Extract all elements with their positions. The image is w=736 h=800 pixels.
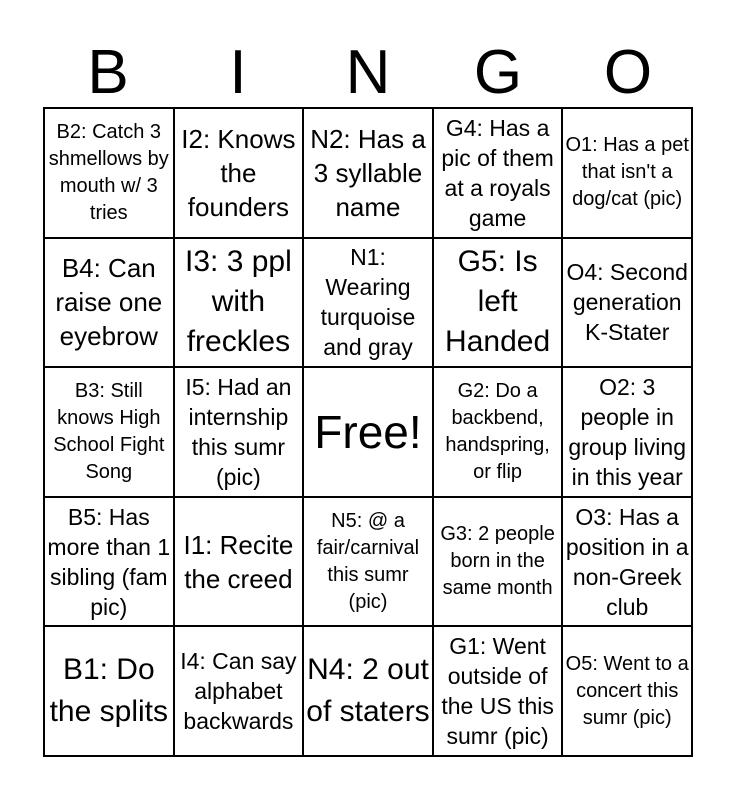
bingo-cell[interactable] <box>174 367 304 497</box>
cell-text: I2: Knows the founders <box>181 123 296 222</box>
free-cell[interactable] <box>303 367 433 497</box>
cell-text: G4: Has a pic of them at a royals game <box>441 114 554 231</box>
bingo-cell[interactable] <box>433 367 563 497</box>
cell-text: G3: 2 people born in the same month <box>440 523 555 600</box>
bingo-cell[interactable] <box>562 626 692 756</box>
bingo-cell[interactable] <box>433 626 563 756</box>
cell-text: O2: 3 people in group living in this year <box>568 373 687 490</box>
header-letter-i: I <box>229 38 247 107</box>
header-letter-n: N <box>345 38 391 107</box>
bingo-cell[interactable] <box>433 108 563 238</box>
cell-text: I4: Can say alphabet backwards <box>180 648 297 735</box>
cell-text: I3: 3 ppl with freckles <box>185 245 292 359</box>
header-letter-b: B <box>87 38 129 107</box>
bingo-cell[interactable] <box>433 238 563 368</box>
bingo-cell[interactable] <box>174 497 304 627</box>
cell-text: B3: Still knows High School Fight Song <box>53 379 165 483</box>
bingo-cell[interactable] <box>562 238 692 368</box>
bingo-header <box>43 38 693 108</box>
bingo-cell[interactable] <box>174 108 304 238</box>
free-text: Free! <box>314 405 422 458</box>
bingo-cell[interactable] <box>303 497 433 627</box>
cell-text: O1: Has a pet that isn't a dog/cat (pic) <box>565 134 689 211</box>
header-letter-o: O <box>603 38 653 107</box>
bingo-cell[interactable] <box>44 108 174 238</box>
cell-text: O3: Has a position in a non-Greek club <box>565 503 689 620</box>
bingo-cell[interactable] <box>303 238 433 368</box>
cell-text: G5: Is left Handed <box>445 245 551 359</box>
cell-text: N2: Has a 3 syllable name <box>310 123 426 222</box>
cell-text: I1: Recite the creed <box>183 529 294 594</box>
bingo-cell[interactable] <box>44 238 174 368</box>
cell-text: N4: 2 out of staters <box>306 653 430 729</box>
cell-text: G2: Do a backbend, handspring, or flip <box>445 379 550 483</box>
bingo-cell[interactable] <box>562 367 692 497</box>
bingo-cell[interactable] <box>174 238 304 368</box>
cell-text: B2: Catch 3 shmellows by mouth w/ 3 tries <box>48 120 169 224</box>
cell-text: O5: Went to a concert this sumr (pic) <box>565 652 689 729</box>
header-letter-g: G <box>473 38 523 107</box>
bingo-cell[interactable] <box>303 626 433 756</box>
cell-text: I5: Had an internship this sumr (pic) <box>185 373 292 490</box>
bingo-cell[interactable] <box>44 367 174 497</box>
cell-text: N1: Wearing turquoise and gray <box>320 244 416 361</box>
cell-text: N5: @ a fair/carnival this sumr (pic) <box>316 509 420 613</box>
bingo-cell[interactable] <box>562 108 692 238</box>
cell-text: B4: Can raise one eyebrow <box>55 253 163 352</box>
bingo-cell[interactable] <box>44 497 174 627</box>
bingo-grid <box>43 107 693 757</box>
bingo-cell[interactable] <box>174 626 304 756</box>
bingo-cell[interactable] <box>562 497 692 627</box>
cell-text: G1: Went outside of the US this sumr (pic) <box>441 633 554 750</box>
cell-text: B5: Has more than 1 sibling (fam pic) <box>47 503 171 620</box>
cell-text: B1: Do the splits <box>49 653 168 729</box>
bingo-cell[interactable] <box>303 108 433 238</box>
cell-text: O4: Second generation K-Stater <box>566 259 688 346</box>
bingo-cell[interactable] <box>44 626 174 756</box>
bingo-cell[interactable] <box>433 497 563 627</box>
